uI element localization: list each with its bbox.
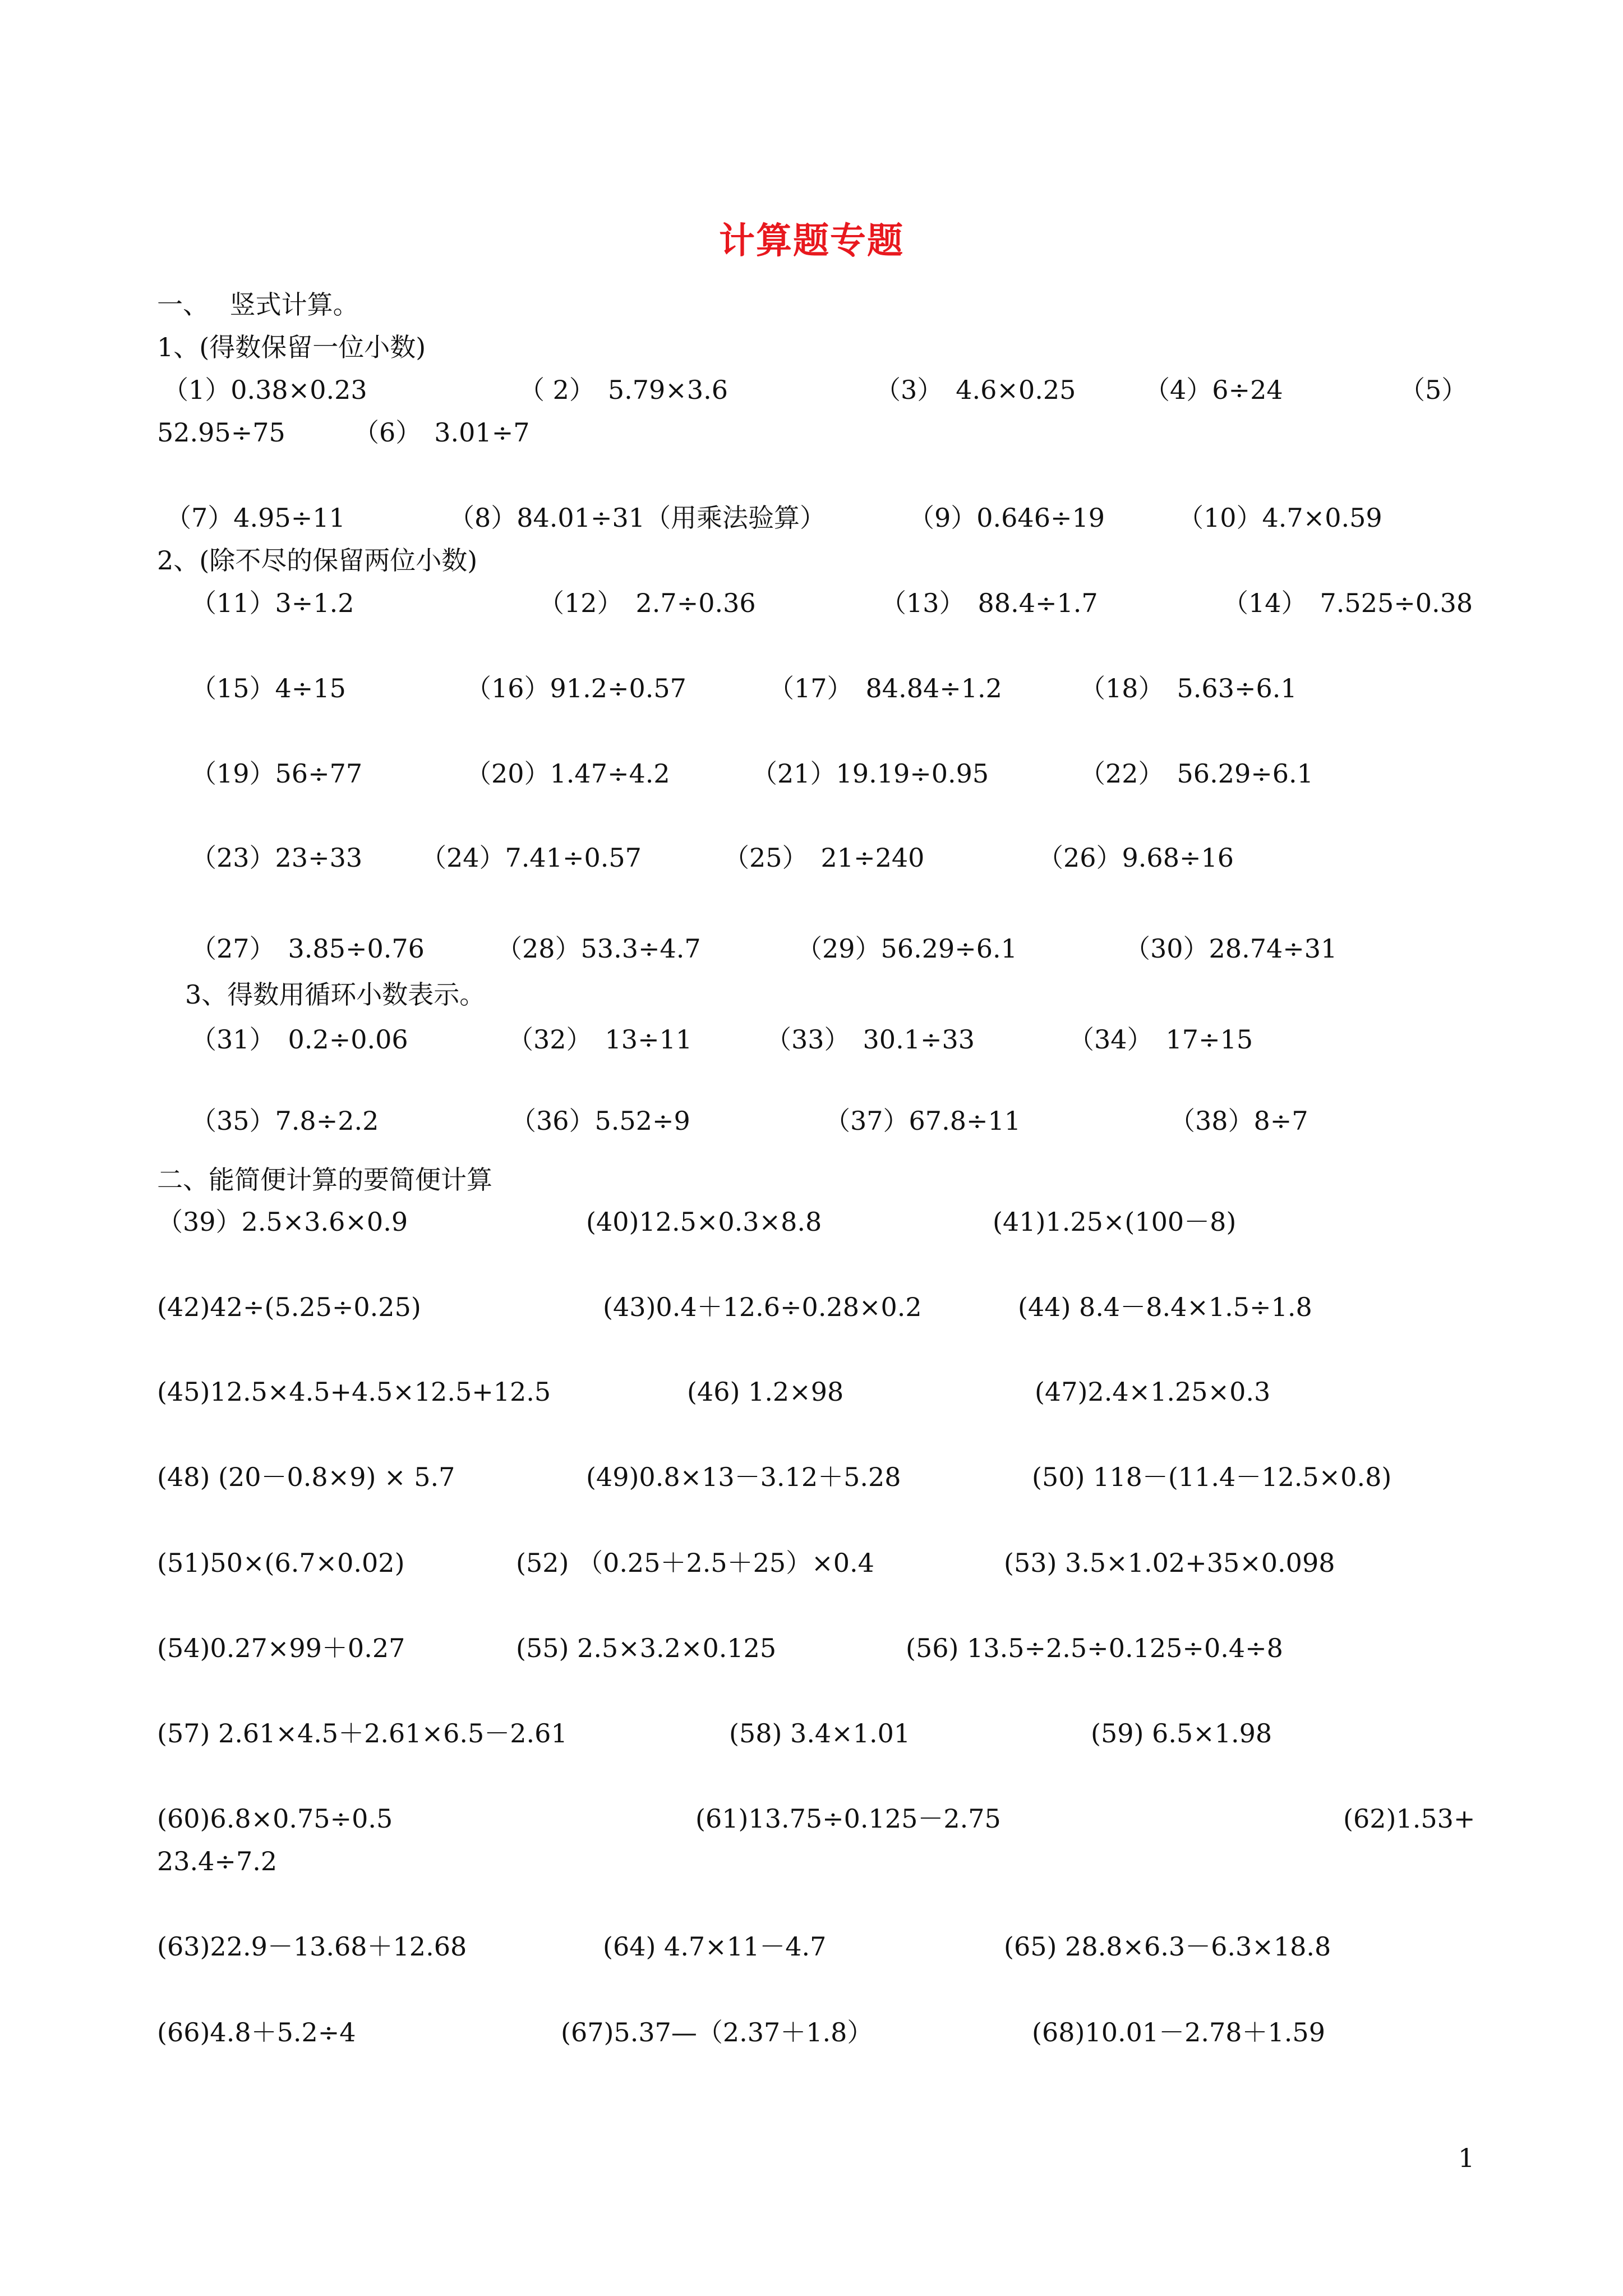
problem-67: (67)5.37—（2.37＋1.8） (561, 2017, 873, 2047)
problem-11: （11）3÷1.2 (191, 588, 354, 618)
problem-52: (52) （0.25＋2.5＋25）×0.4 (516, 1548, 874, 1578)
problem-13: （13） 88.4÷1.7 (880, 588, 1098, 618)
problem-50: (50) 118－(11.4－12.5×0.8) (1032, 1462, 1392, 1492)
problem-40: (40)12.5×0.3×8.8 (586, 1207, 822, 1237)
problem-6: （6） 3.01÷7 (353, 417, 530, 448)
problem-14: （14） 7.525÷0.38 (1223, 588, 1473, 618)
problem-19: （19）56÷77 (191, 758, 363, 789)
subheading-3: 3、得数用循环小数表示。 (185, 979, 486, 1010)
problem-68: (68)10.01－2.78＋1.59 (1032, 2017, 1325, 2047)
problem-63: (63)22.9－13.68＋12.68 (157, 1931, 467, 1962)
subheading-2: 2、(除不尽的保留两位小数) (157, 545, 478, 576)
problem-1: （1）0.38×0.23 (163, 375, 367, 405)
problem-10: （10）4.7×0.59 (1178, 503, 1382, 533)
problem-23: （23）23÷33 (191, 843, 363, 873)
problem-51: (51)50×(6.7×0.02) (157, 1548, 405, 1578)
problem-20: （20）1.47÷4.2 (465, 758, 670, 789)
problem-12: （12） 2.7÷0.36 (538, 588, 756, 618)
problem-54: (54)0.27×99＋0.27 (157, 1633, 405, 1663)
problem-66: (66)4.8＋5.2÷4 (157, 2017, 356, 2047)
problem-53: (53) 3.5×1.02+35×0.098 (1004, 1548, 1335, 1578)
problem-34: （34） 17÷15 (1068, 1024, 1253, 1055)
page-number: 1 (1458, 2143, 1475, 2173)
problem-30: （30）28.74÷31 (1124, 933, 1338, 964)
problem-27: （27） 3.85÷0.76 (191, 933, 425, 964)
problem-41: (41)1.25×(100－8) (993, 1207, 1237, 1237)
problem-5-body: 52.95÷75 (157, 417, 285, 448)
problem-32: （32） 13÷11 (508, 1024, 693, 1055)
problem-8: （8）84.01÷31（用乘法验算） (449, 503, 826, 533)
problem-36: （36）5.52÷9 (510, 1106, 690, 1136)
problem-28: （28）53.3÷4.7 (496, 933, 701, 964)
subheading-1: 1、(得数保留一位小数) (157, 332, 426, 362)
problem-5: （5） (1399, 375, 1468, 405)
problem-22: （22） 56.29÷6.1 (1080, 758, 1313, 789)
problem-37: （37）67.8÷11 (824, 1106, 1021, 1136)
problem-21: （21）19.19÷0.95 (751, 758, 989, 789)
problem-56: (56) 13.5÷2.5÷0.125÷0.4÷8 (906, 1633, 1283, 1663)
problem-24: （24）7.41÷0.57 (421, 843, 642, 873)
problem-25: （25） 21÷240 (723, 843, 925, 873)
problem-18: （18） 5.63÷6.1 (1080, 673, 1297, 703)
problem-31: （31） 0.2÷0.06 (191, 1024, 408, 1055)
problem-15: （15）4÷15 (191, 673, 346, 703)
problem-59: (59) 6.5×1.98 (1091, 1718, 1272, 1749)
problem-43: (43)0.4＋12.6÷0.28×0.2 (603, 1292, 922, 1322)
problem-35: （35）7.8÷2.2 (191, 1106, 379, 1136)
section-heading-1: 一、 竖式计算。 (157, 289, 359, 320)
problem-55: (55) 2.5×3.2×0.125 (516, 1633, 777, 1663)
problem-7: （7）4.95÷11 (165, 503, 345, 533)
problem-65: (65) 28.8×6.3－6.3×18.8 (1004, 1931, 1331, 1962)
problem-62: (62)1.53+ (1343, 1803, 1476, 1834)
problem-60: (60)6.8×0.75÷0.5 (157, 1803, 393, 1834)
problem-47: (47)2.4×1.25×0.3 (1035, 1377, 1271, 1407)
problem-9: （9）0.646÷19 (909, 503, 1105, 533)
problem-17: （17） 84.84÷1.2 (768, 673, 1002, 703)
problem-49: (49)0.8×13－3.12＋5.28 (586, 1462, 901, 1492)
problem-46: (46) 1.2×98 (687, 1377, 844, 1407)
problem-33: （33） 30.1÷33 (766, 1024, 975, 1055)
problem-62-body: 23.4÷7.2 (157, 1846, 278, 1876)
page-title: 计算题专题 (719, 220, 904, 262)
problem-16: （16）91.2÷0.57 (465, 673, 686, 703)
problem-2: （ 2） 5.79×3.6 (519, 375, 728, 405)
problem-26: （26）9.68÷16 (1038, 843, 1234, 873)
problem-61: (61)13.75÷0.125－2.75 (695, 1803, 1001, 1834)
problem-57: (57) 2.61×4.5＋2.61×6.5－2.61 (157, 1718, 568, 1749)
problem-45: (45)12.5×4.5+4.5×12.5+12.5 (157, 1377, 551, 1407)
section-heading-2: 二、能简便计算的要简便计算 (157, 1165, 492, 1195)
problem-29: （29）56.29÷6.1 (796, 933, 1017, 964)
problem-48: (48) (20－0.8×9) × 5.7 (157, 1462, 455, 1492)
problem-38: （38）8÷7 (1169, 1106, 1308, 1136)
problem-44: (44) 8.4－8.4×1.5÷1.8 (1018, 1292, 1312, 1322)
problem-4: （4）6÷24 (1144, 375, 1283, 405)
problem-64: (64) 4.7×11－4.7 (603, 1931, 827, 1962)
problem-42: (42)42÷(5.25÷0.25) (157, 1292, 421, 1322)
problem-3: （3） 4.6×0.25 (875, 375, 1076, 405)
problem-58: (58) 3.4×1.01 (729, 1718, 911, 1749)
problem-39: （39）2.5×3.6×0.9 (157, 1207, 408, 1237)
